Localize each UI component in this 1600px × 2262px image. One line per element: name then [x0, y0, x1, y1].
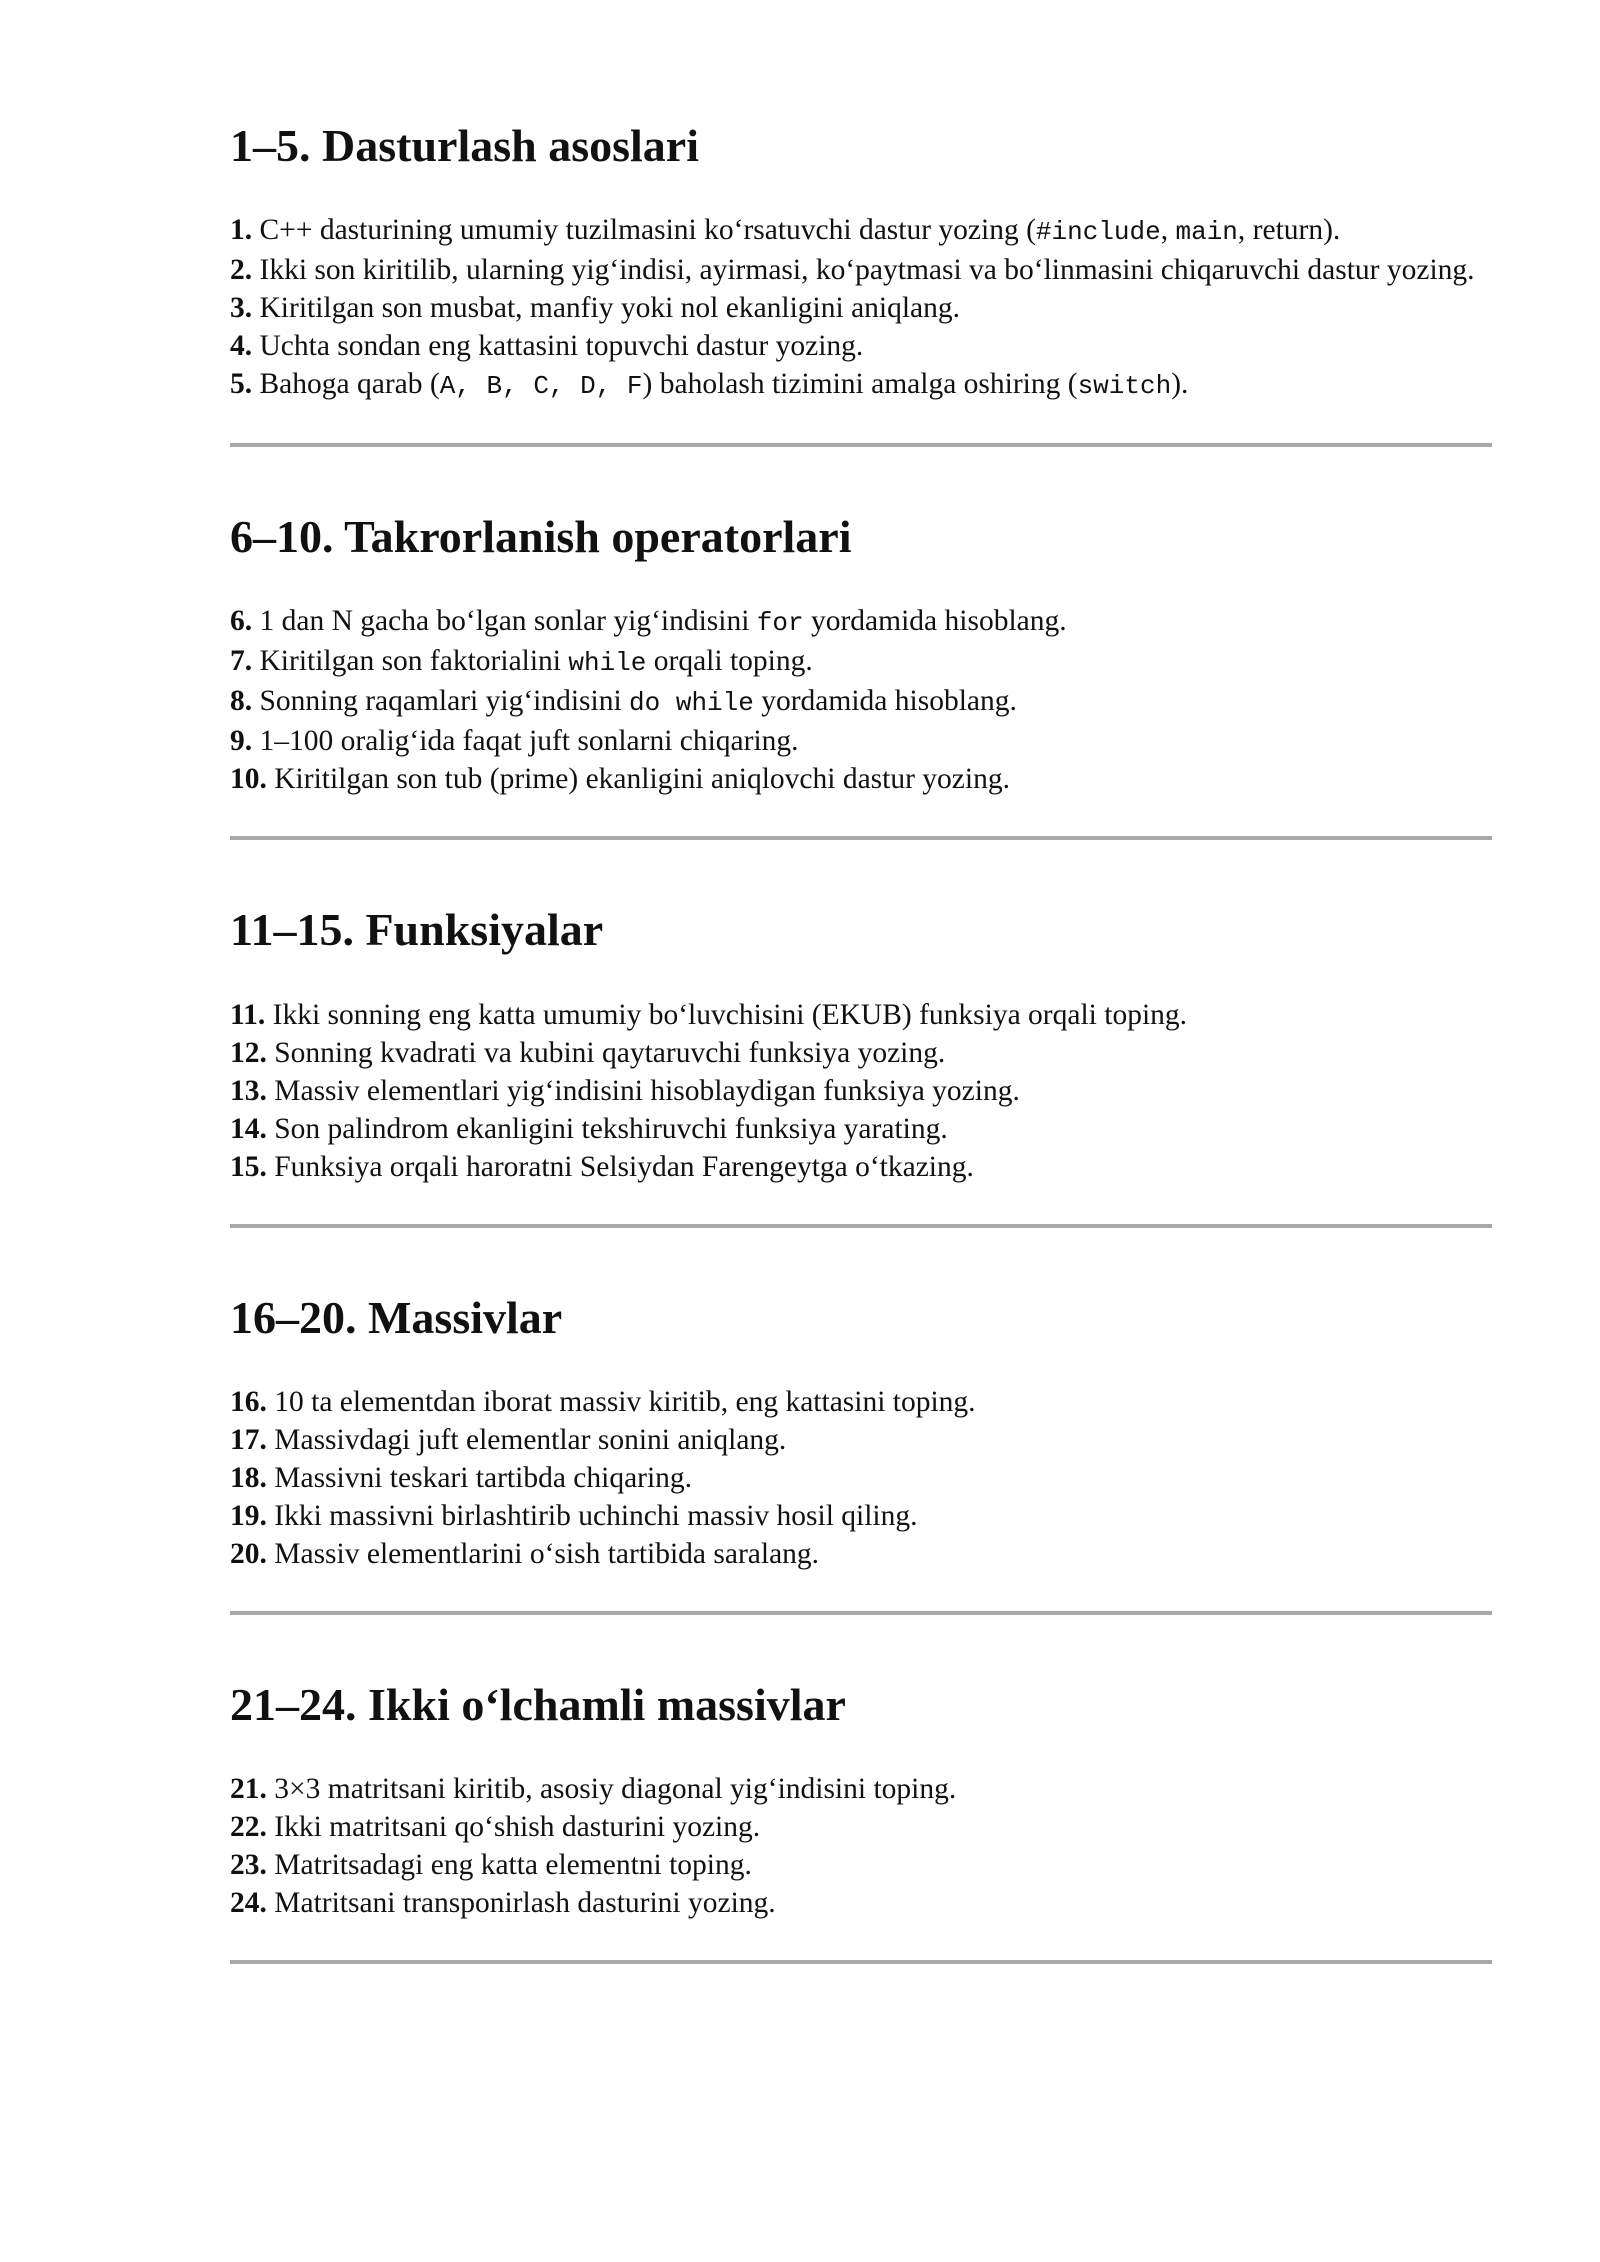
task-item	[230, 996, 1492, 1034]
task-item	[230, 722, 1492, 760]
task-number: 16.	[230, 1385, 267, 1418]
code-snippet: A, B, C, D, F	[439, 371, 643, 402]
task-number: 10.	[230, 763, 267, 796]
task-number: 9.	[230, 725, 253, 758]
task-text: Sonning raqamlari yig‘indisini	[252, 685, 630, 718]
section-divider	[230, 1960, 1492, 1964]
task-text: ).	[1171, 368, 1189, 401]
task-text: C++ dasturining umumiy tuzilmasini ko‘rsatuvchi dastur yozing (	[252, 214, 1036, 247]
task-text: Massivni teskari tartibda chiqaring.	[266, 1461, 693, 1494]
task-list	[230, 1383, 1492, 1573]
task-text: Matritsadagi eng katta elementni toping.	[266, 1848, 752, 1881]
task-number: 5.	[230, 368, 253, 401]
task-item	[230, 327, 1492, 365]
task-number: 3.	[230, 292, 253, 325]
task-text: Uchta sondan eng kattasini topuvchi dastur yozing.	[252, 330, 864, 363]
task-number: 14.	[230, 1112, 267, 1145]
section-title: 1–5. Dasturlash asoslari	[230, 120, 699, 171]
task-number: 8.	[230, 685, 253, 718]
task-number: 15.	[230, 1150, 267, 1183]
task-item	[230, 1497, 1492, 1535]
task-text: ) baholash tizimini amalga oshiring (	[642, 368, 1078, 401]
task-list	[230, 1770, 1492, 1922]
task-number: 18.	[230, 1461, 267, 1494]
task-text: Ikki sonning eng katta umumiy bo‘luvchisini (EKUB) funksiya orqali toping.	[265, 998, 1188, 1031]
task-number: 13.	[230, 1074, 267, 1107]
task-text: 1 dan N gacha bo‘lgan sonlar yig‘indisini	[252, 605, 757, 638]
task-text: , return).	[1237, 214, 1341, 247]
task-number: 23.	[230, 1848, 267, 1881]
task-item	[230, 1110, 1492, 1148]
section-title: 6–10. Takrorlanish operatorlari	[230, 511, 852, 563]
task-number: 7.	[230, 645, 253, 678]
section-divider	[230, 836, 1492, 840]
task-text: Ikki matritsani qo‘shish dasturini yozing.	[266, 1810, 761, 1843]
task-item	[230, 211, 1492, 251]
section-title: 11–15. Funksiyalar	[230, 904, 604, 956]
task-text: Kiritilgan son faktorialini	[252, 645, 569, 678]
task-text: orqali toping.	[646, 645, 813, 678]
task-text: Bahoga qarab (	[252, 368, 440, 401]
task-item	[230, 251, 1492, 289]
task-item	[230, 602, 1492, 642]
document-page	[230, 118, 1492, 1964]
section-basics	[230, 118, 1492, 447]
task-item	[230, 1808, 1492, 1846]
task-text: yordamida hisoblang.	[753, 685, 1017, 718]
task-text: Massiv elementlarini o‘sish tartibida saralang.	[266, 1537, 820, 1570]
task-item	[230, 760, 1492, 798]
task-text: Kiritilgan son musbat, manfiy yoki nol ekanligini aniqlang.	[252, 292, 961, 325]
task-text: Massivdagi juft elementlar sonini aniqlang.	[266, 1423, 787, 1456]
task-item	[230, 1148, 1492, 1186]
code-snippet: while	[568, 648, 647, 679]
task-text: Son palindrom ekanligini tekshiruvchi funksiya yarating.	[266, 1112, 948, 1145]
task-number: 12.	[230, 1036, 267, 1069]
task-item	[230, 1884, 1492, 1922]
task-text: yordamida hisoblang.	[803, 605, 1067, 638]
code-snippet: main	[1175, 217, 1238, 248]
task-item	[230, 289, 1492, 327]
section-loops	[230, 509, 1492, 840]
task-item	[230, 1072, 1492, 1110]
task-number: 2.	[230, 254, 253, 287]
section-2d-arrays	[230, 1677, 1492, 1964]
task-number: 20.	[230, 1537, 267, 1570]
task-text: Funksiya orqali haroratni Selsiydan Farengeytga o‘tkazing.	[266, 1150, 974, 1183]
task-number: 19.	[230, 1499, 267, 1532]
task-item	[230, 1770, 1492, 1808]
code-snippet: #include	[1035, 217, 1161, 248]
task-text: 3×3 matritsani kiritib, asosiy diagonal yig‘indisini toping.	[266, 1772, 957, 1805]
task-number: 17.	[230, 1423, 267, 1456]
code-snippet: do while	[629, 688, 754, 719]
task-text: Matritsani transponirlash dasturini yozing.	[266, 1886, 776, 1919]
task-item	[230, 642, 1492, 682]
task-text: ,	[1160, 214, 1176, 247]
section-divider	[230, 443, 1492, 447]
task-number: 1.	[230, 214, 253, 247]
section-divider	[230, 1224, 1492, 1228]
task-item	[230, 365, 1492, 405]
section-divider	[230, 1611, 1492, 1615]
task-list	[230, 602, 1492, 798]
section-functions	[230, 902, 1492, 1227]
task-item	[230, 1459, 1492, 1497]
task-item	[230, 1846, 1492, 1884]
task-number: 4.	[230, 330, 253, 363]
task-item	[230, 1421, 1492, 1459]
task-list	[230, 211, 1492, 405]
task-text: Kiritilgan son tub (prime) ekanligini aniqlovchi dastur yozing.	[266, 763, 1010, 796]
task-number: 6.	[230, 605, 253, 638]
section-title: 16–20. Massivlar	[230, 1291, 563, 1343]
task-item	[230, 682, 1492, 722]
task-text: Ikki son kiritilib, ularning yig‘indisi, ayirmasi, ko‘paytmasi va bo‘linmasini chiqaruvchi dastur yozing.	[252, 254, 1475, 287]
task-item	[230, 1034, 1492, 1072]
code-snippet: for	[756, 608, 804, 639]
task-item	[230, 1535, 1492, 1573]
section-arrays	[230, 1290, 1492, 1615]
task-number: 21.	[230, 1772, 267, 1805]
task-number: 11.	[230, 998, 266, 1031]
task-number: 24.	[230, 1886, 267, 1919]
task-text: Sonning kvadrati va kubini qaytaruvchi funksiya yozing.	[266, 1036, 946, 1069]
task-text: Ikki massivni birlashtirib uchinchi massiv hosil qiling.	[266, 1499, 918, 1532]
task-text: Massiv elementlari yig‘indisini hisoblaydigan funksiya yozing.	[266, 1074, 1020, 1107]
task-text: 10 ta elementdan iborat massiv kiritib, eng kattasini toping.	[266, 1385, 976, 1418]
task-item	[230, 1383, 1492, 1421]
task-text: 1–100 oralig‘ida faqat juft sonlarni chiqaring.	[252, 725, 799, 758]
task-list	[230, 996, 1492, 1186]
task-number: 22.	[230, 1810, 267, 1843]
code-snippet: switch	[1077, 371, 1172, 402]
section-title: 21–24. Ikki o‘lchamli massivlar	[230, 1678, 846, 1730]
